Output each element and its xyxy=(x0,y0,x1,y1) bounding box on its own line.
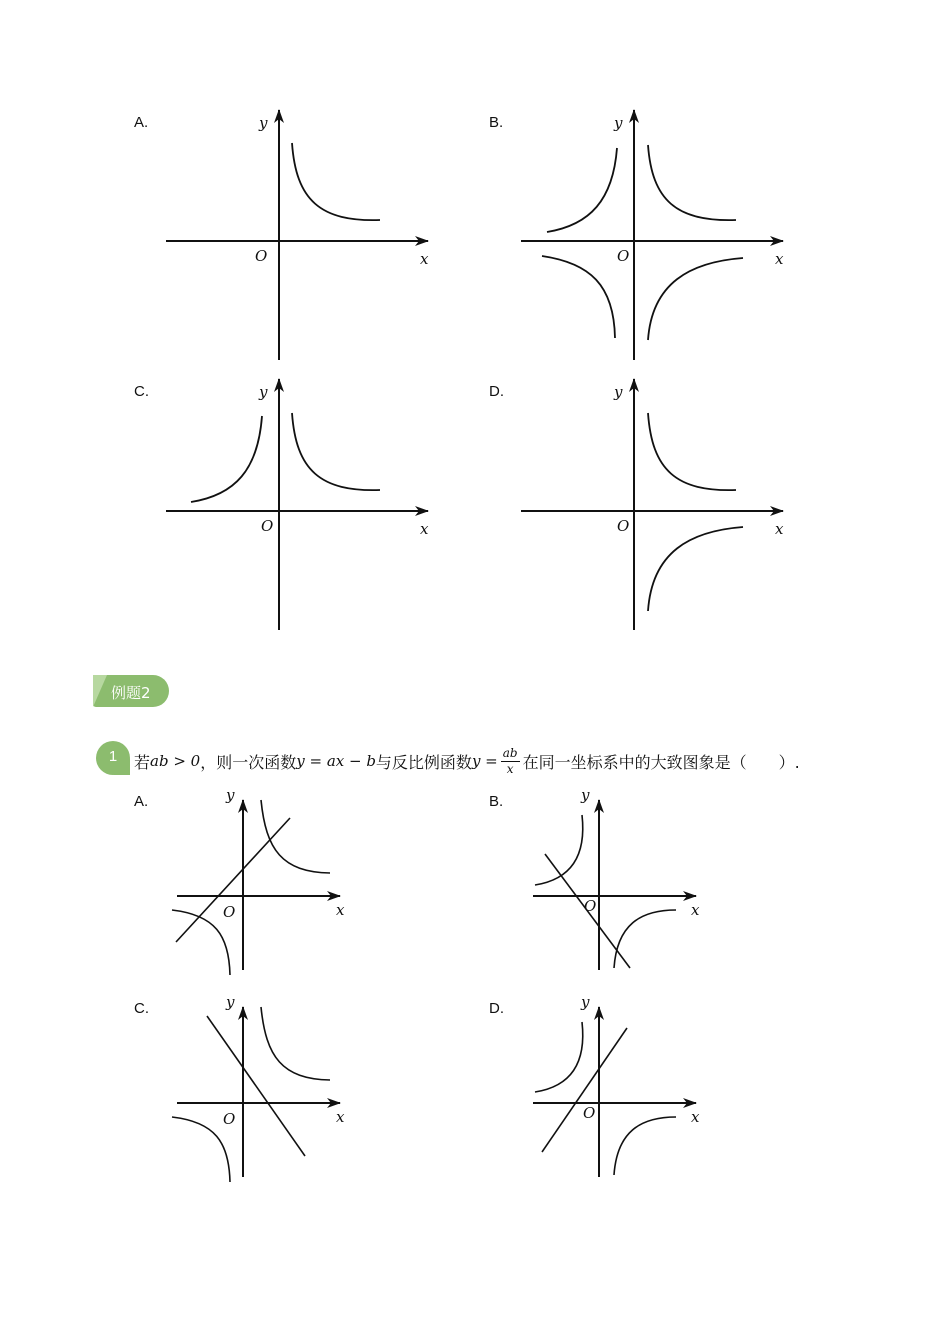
origin-label: O xyxy=(223,1110,236,1128)
hyperbola-branch-q3 xyxy=(172,910,230,975)
question-number: 1 xyxy=(108,748,118,765)
origin-label: O xyxy=(583,1104,596,1122)
x-axis-label: x xyxy=(775,520,784,538)
option-label-a-top: A. xyxy=(134,114,149,131)
hyperbola-branch-q4 xyxy=(648,258,743,340)
y-axis-label: y xyxy=(259,383,268,401)
x-axis-label: x xyxy=(420,520,429,538)
hyperbola-branch-q1 xyxy=(292,413,380,490)
hyperbola-branch-q4 xyxy=(614,1117,676,1175)
question-part3: 与反比例函数 xyxy=(375,752,472,772)
graph-top-b xyxy=(521,110,784,360)
y-axis-label: y xyxy=(614,383,623,401)
fraction-denominator: x xyxy=(506,762,514,776)
hyperbola-branch-q1 xyxy=(261,800,330,873)
option-label-b-top: B. xyxy=(489,114,504,131)
question-part1: 若 xyxy=(134,752,151,772)
x-axis-label: x xyxy=(691,901,700,919)
graph-top-c xyxy=(166,379,429,630)
x-axis-label: x xyxy=(336,901,345,919)
y-axis-label: y xyxy=(259,114,268,132)
question-math3: y = xyxy=(471,752,498,770)
question-math1: ab > 0 xyxy=(150,752,201,770)
graph-answer-b xyxy=(533,786,700,970)
x-axis-label: x xyxy=(775,250,784,268)
y-axis-label: y xyxy=(226,786,235,804)
question-math2: y = ax − b xyxy=(296,752,376,770)
hyperbola-branch-q1 xyxy=(292,143,380,220)
hyperbola-branch-q1 xyxy=(261,1007,330,1080)
x-axis-label: x xyxy=(336,1108,345,1126)
hyperbola-branch-q2 xyxy=(535,815,583,885)
origin-label: O xyxy=(255,247,268,265)
graph-top-d xyxy=(521,379,784,630)
hyperbola-branch-q3 xyxy=(172,1117,230,1182)
hyperbola-branch-q4 xyxy=(648,527,743,611)
hyperbola-branch-q2 xyxy=(547,148,617,232)
option-label-b[interactable]: B. xyxy=(489,793,504,810)
x-axis-label: x xyxy=(691,1108,700,1126)
origin-label: O xyxy=(261,517,274,535)
hyperbola-branch-q2 xyxy=(191,416,262,502)
hyperbola-branch-q1 xyxy=(648,413,736,490)
section-badge-label: 例题2 xyxy=(111,684,151,702)
question-part2: ，则一次函数 xyxy=(200,752,297,772)
option-label-c-top: C. xyxy=(134,383,149,400)
option-label-a[interactable]: A. xyxy=(134,793,149,810)
linear-function-line xyxy=(176,818,290,942)
y-axis-label: y xyxy=(581,786,590,804)
y-axis-label: y xyxy=(581,993,590,1011)
origin-label: O xyxy=(223,903,236,921)
graph-answer-d xyxy=(533,993,700,1177)
y-axis-label: y xyxy=(226,993,235,1011)
fraction-numerator: ab xyxy=(502,746,518,760)
hyperbola-branch-q2 xyxy=(535,1022,583,1092)
hyperbola-branch-q3 xyxy=(542,256,615,338)
option-label-d[interactable]: D. xyxy=(489,1000,504,1017)
origin-label: O xyxy=(617,247,630,265)
option-label-c[interactable]: C. xyxy=(134,1000,149,1017)
graph-answer-a xyxy=(172,786,345,975)
question-part4: 在同一坐标系中的大致图象是（ ）. xyxy=(522,752,800,772)
y-axis-label: y xyxy=(614,114,623,132)
origin-label: O xyxy=(617,517,630,535)
graph-answer-c xyxy=(172,993,345,1182)
option-label-d-top: D. xyxy=(489,383,504,400)
linear-function-line xyxy=(207,1016,305,1156)
origin-label: O xyxy=(584,897,597,915)
graph-top-a xyxy=(166,110,429,360)
hyperbola-branch-q1 xyxy=(648,145,736,220)
linear-function-line xyxy=(542,1028,627,1152)
x-axis-label: x xyxy=(420,250,429,268)
